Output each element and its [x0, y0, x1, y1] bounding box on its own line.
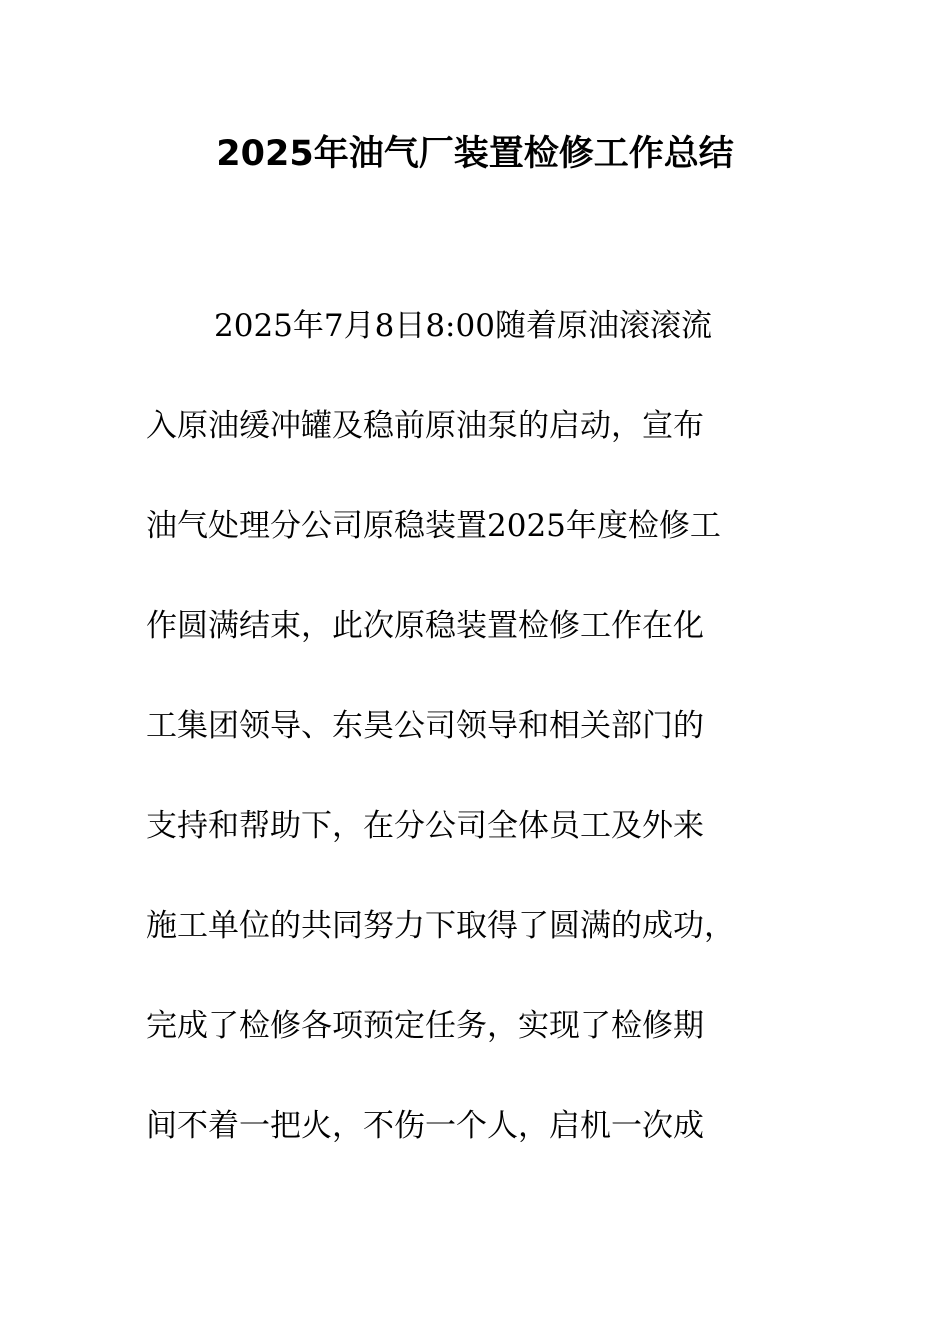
paragraph-line: 间不着一把火，不伤一个人，启机一次成 [146, 1108, 704, 1144]
paragraph-line: 支持和帮助下，在分公司全体员工及外来 [146, 808, 704, 844]
paragraph-line: 作圆满结束，此次原稳装置检修工作在化 [146, 608, 704, 644]
document-title: 2025年油气厂装置检修工作总结 [216, 134, 734, 174]
paragraph-line: 入原油缓冲罐及稳前原油泵的启动，宣布 [146, 408, 704, 444]
paragraph-line: 施工单位的共同努力下取得了圆满的成功， [146, 908, 735, 944]
document-body [146, 298, 806, 1198]
paragraph-line: 油气处理分公司原稳装置2025年度检修工 [146, 508, 721, 544]
paragraph-line: 工集团领导、东昊公司领导和相关部门的 [146, 708, 704, 744]
paragraph-line: 2025年7月8日8:00随着原油滚滚流 [214, 308, 712, 344]
paragraph-line: 完成了检修各项预定任务，实现了检修期 [146, 1008, 704, 1044]
